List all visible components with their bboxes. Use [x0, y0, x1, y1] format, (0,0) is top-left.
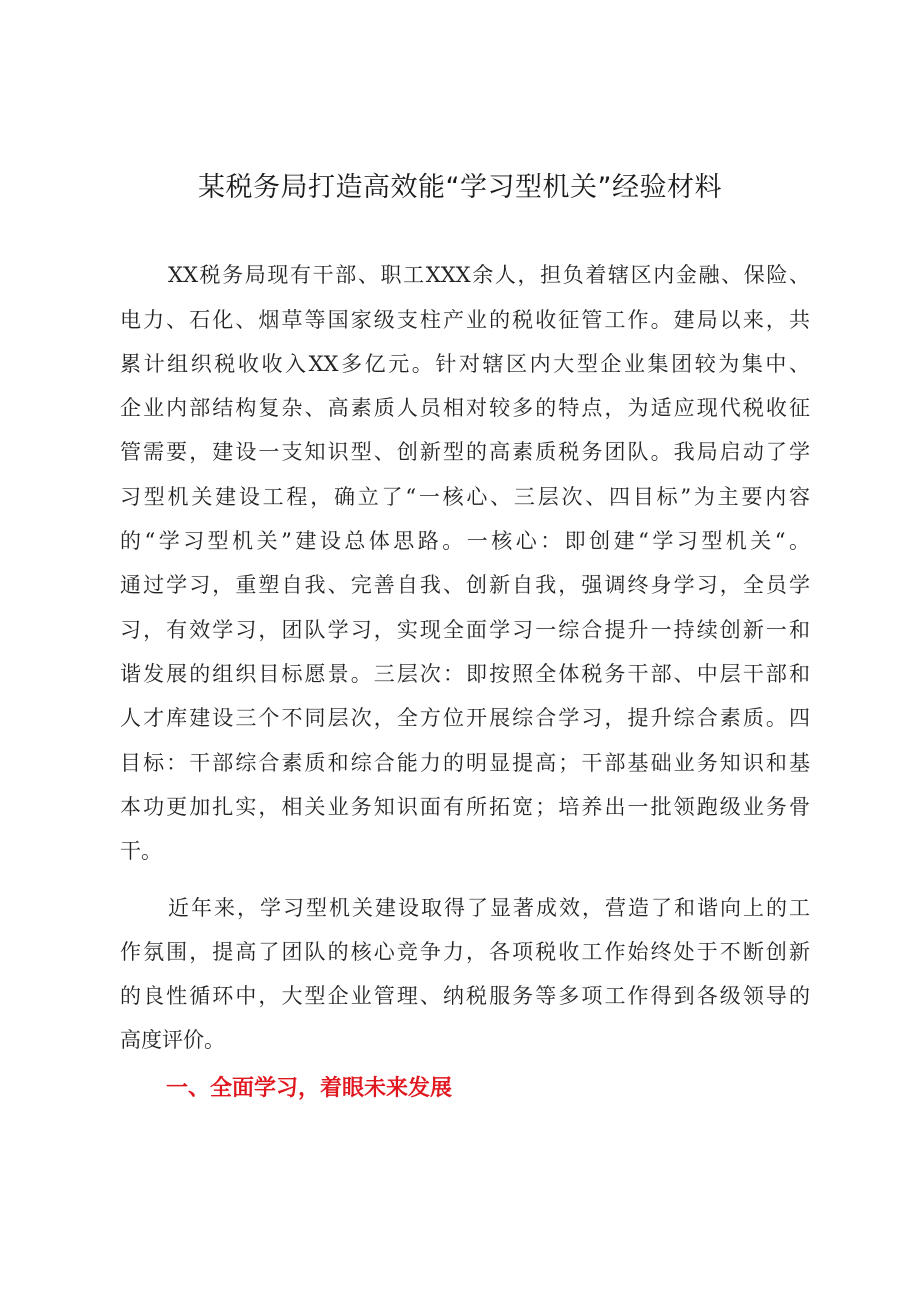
paragraph-line: 企业内部结构复杂、高素质人员相对较多的特点，为适应现代税收征: [120, 396, 810, 420]
paragraph-line: 本功更加扎实，相关业务知识面有所拓宽；培养出一批领跑级业务骨: [120, 795, 810, 819]
paragraph-line: 谐发展的组织目标愿景。三层次：即按照全体税务干部、中层干部和: [120, 662, 810, 686]
document-title: 某税务局打造高效能“学习型机关”经验材料: [198, 172, 722, 203]
paragraph-line: 人才库建设三个不同层次，全方位开展综合学习，提升综合素质。四: [120, 706, 810, 730]
paragraph-line: 的良性循环中，大型企业管理、纳税服务等多项工作得到各级领导的: [120, 984, 810, 1008]
paragraph-line: 通过学习，重塑自我、完善自我、创新自我，强调终身学习，全员学: [120, 573, 810, 597]
paragraph-line: 作氛围，提高了团队的核心竞争力，各项税收工作始终处于不断创新: [120, 940, 810, 964]
paragraph-line: 习型机关建设工程，确立了“一核心、三层次、四目标”为主要内容: [120, 485, 810, 509]
paragraph-line: 近年来，学习型机关建设取得了显著成效，营造了和谐向上的工: [168, 896, 810, 920]
paragraph-line: 干。: [120, 839, 162, 863]
paragraph-line: 高度评价。: [120, 1028, 225, 1052]
section-heading: 一、全面学习，着眼未来发展: [166, 1076, 453, 1101]
paragraph-line: 累计组织税收收入XX多亿元。针对辖区内大型企业集团较为集中、: [120, 352, 810, 376]
paragraph-line: 的“学习型机关”建设总体思路。一核心：即创建“学习型机关“。: [120, 529, 810, 553]
paragraph-line: XX税务局现有干部、职工XXX余人，担负着辖区内金融、保险、: [168, 263, 810, 287]
paragraph-line: 管需要，建设一支知识型、创新型的高素质税务团队。我局启动了学: [120, 440, 810, 464]
paragraph-line: 习，有效学习，团队学习，实现全面学习一综合提升一持续创新一和: [120, 618, 810, 642]
paragraph-line: 目标：干部综合素质和综合能力的明显提高；干部基础业务知识和基: [120, 751, 810, 775]
paragraph-line: 电力、石化、烟草等国家级支柱产业的税收征管工作。建局以来，共: [120, 308, 810, 332]
